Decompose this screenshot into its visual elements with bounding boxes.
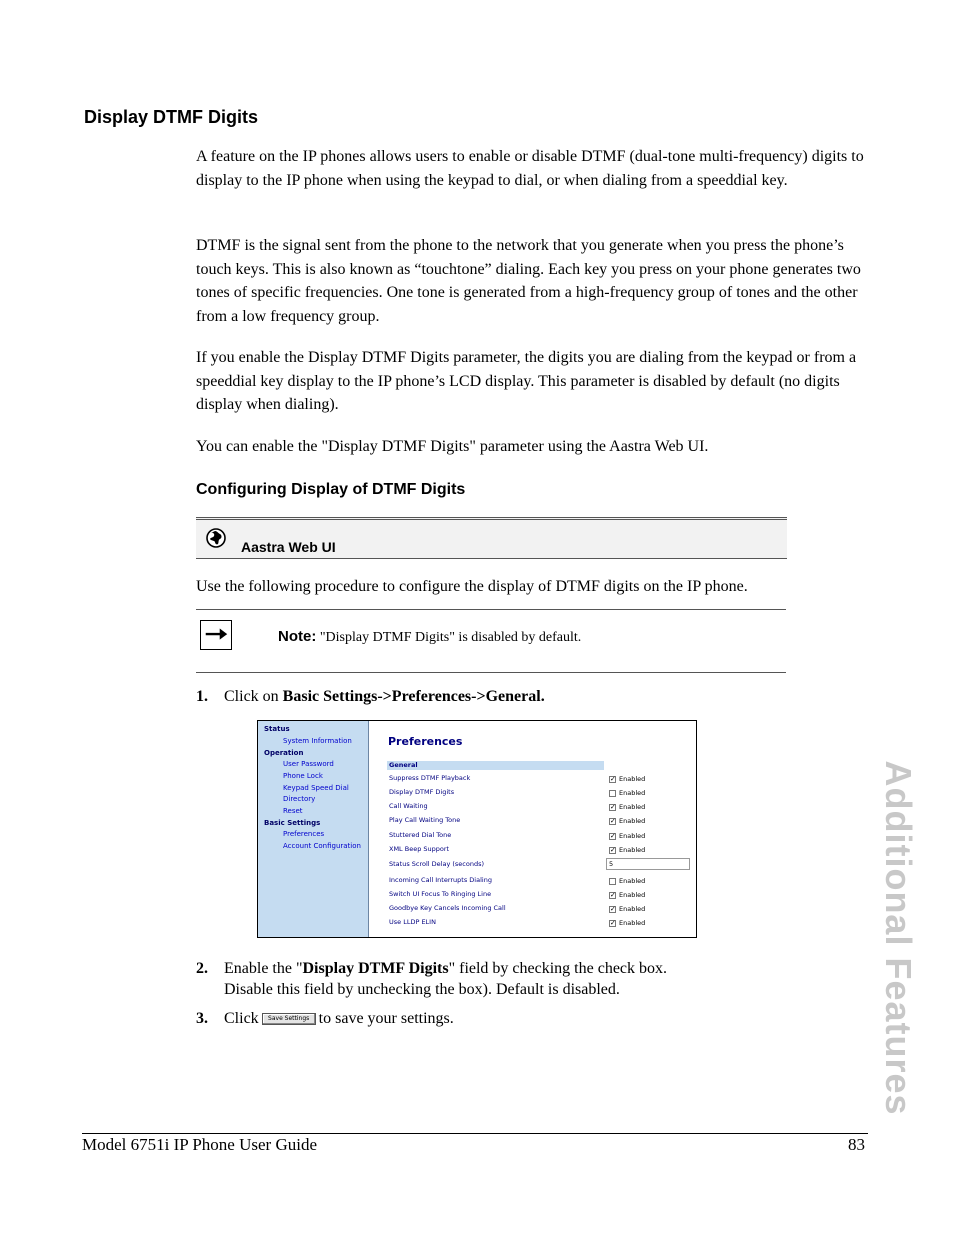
paragraph-dtmf-definition: DTMF is the signal sent from the phone to the network that you generate when you press the phone’s touch keys. This is also known as “touchtone” dialing. Each key you press on your phone generates two tones of specific frequencies. One tone is generated from a high-frequency group of tones and the other from a low frequency group. <box>196 237 861 325</box>
note-label: Note: <box>278 628 317 645</box>
status-scroll-delay-input[interactable]: 5 <box>606 858 690 870</box>
nav-item-directory[interactable]: Directory <box>283 795 316 803</box>
step-field-name: Display DTMF Digits <box>302 960 449 977</box>
nav-item-reset[interactable]: Reset <box>283 807 303 815</box>
row-label-display-dtmf-digits: Display DTMF Digits <box>389 788 455 796</box>
screenshot-sidebar <box>258 721 369 937</box>
row-label-incoming-call-interrupts-dialing: Incoming Call Interrupts Dialing <box>389 876 492 884</box>
save-settings-button[interactable]: Save Settings <box>262 1013 316 1025</box>
nav-header-operation: Operation <box>264 749 304 757</box>
step-text: Click on <box>224 688 283 705</box>
row-value: Enabled <box>619 832 646 840</box>
checkbox-suppress-dtmf-playback[interactable]: ✓ <box>610 775 616 783</box>
step-text: to save your settings. <box>318 1010 454 1027</box>
note-text: "Display DTMF Digits" is disabled by default. <box>319 630 582 645</box>
section-title: Display DTMF Digits <box>84 107 259 127</box>
preferences-screenshot <box>257 720 697 938</box>
footer-rule <box>82 1133 868 1134</box>
paragraph-intro: A feature on the IP phones allows users to enable or disable DTMF (dual-tone multi-frequency) digits to display to the IP phone when using the keypad to dial, or when dialing from a speeddial key. <box>196 148 864 189</box>
nav-item-phone-lock[interactable]: Phone Lock <box>283 772 323 780</box>
row-value: Enabled <box>619 891 646 899</box>
step-text-line2: Disable this field by unchecking the box). Default is disabled. <box>224 981 620 998</box>
row-label-use-lldp-elin: Use LLDP ELIN <box>389 918 436 926</box>
checkbox-stuttered-dial-tone[interactable]: ✓ <box>610 832 616 840</box>
step-number: 2. <box>196 960 208 977</box>
row-value: Enabled <box>619 877 646 885</box>
nav-item-account-configuration[interactable]: Account Configuration <box>283 842 361 850</box>
row-label-switch-ui-focus: Switch UI Focus To Ringing Line <box>389 890 492 898</box>
row-value: Enabled <box>619 817 646 825</box>
note-box <box>200 620 232 650</box>
note-top-rule <box>196 609 786 610</box>
nav-header-basic-settings: Basic Settings <box>264 819 321 827</box>
row-label-xml-beep-support: XML Beep Support <box>389 845 450 853</box>
checkbox-xml-beep-support[interactable]: ✓ <box>610 846 616 854</box>
step-3 <box>196 1008 796 1030</box>
nav-item-system-information[interactable]: System Information <box>283 737 352 745</box>
checkbox-switch-ui-focus[interactable]: ✓ <box>610 891 616 899</box>
checkbox-display-dtmf-digits[interactable] <box>609 790 616 797</box>
side-tab-label: Additional Features <box>878 760 919 1116</box>
nav-header-status: Status <box>264 725 290 733</box>
paragraph-enable-effect: If you enable the Display DTMF Digits parameter, the digits you are dialing from the keypad or from a speeddial key display to the IP phone’s LCD display. This parameter is disabled by default (no digits display when dialing). <box>196 349 857 413</box>
row-value: Enabled <box>619 803 646 811</box>
nav-item-user-password[interactable]: User Password <box>283 760 334 768</box>
note <box>278 628 581 646</box>
general-section-label: General <box>389 761 418 769</box>
row-label-stuttered-dial-tone: Stuttered Dial Tone <box>389 831 452 839</box>
step-text: " field by checking the check box. <box>448 960 668 977</box>
row-label-suppress-dtmf-playback: Suppress DTMF Playback <box>389 774 471 782</box>
paragraph-web-ui: You can enable the "Display DTMF Digits" parameter using the Aastra Web UI. <box>196 438 709 455</box>
nav-item-keypad-speed-dial[interactable]: Keypad Speed Dial <box>283 784 349 792</box>
arrow-right-icon <box>201 621 231 649</box>
general-section-bar <box>387 761 604 770</box>
checkbox-use-lldp-elin[interactable]: ✓ <box>610 919 616 927</box>
row-value: Enabled <box>619 789 646 797</box>
step-menu-path: Basic Settings->Preferences->General. <box>282 688 545 705</box>
row-label-call-waiting: Call Waiting <box>389 802 428 810</box>
procedure-intro: Use the following procedure to configure the display of DTMF digits on the IP phone. <box>196 578 748 595</box>
nav-item-preferences[interactable]: Preferences <box>283 830 325 838</box>
preferences-title: Preferences <box>388 735 463 748</box>
row-value: Enabled <box>619 905 646 913</box>
row-value: Enabled <box>619 775 646 783</box>
step-2 <box>196 958 796 1002</box>
row-value: Enabled <box>619 919 646 927</box>
row-label-goodbye-key-cancels: Goodbye Key Cancels Incoming Call <box>389 904 506 912</box>
step-text: Enable the " <box>224 960 303 977</box>
globe-icon <box>206 528 226 548</box>
subsection-title: Configuring Display of DTMF Digits <box>196 481 466 498</box>
step-number: 3. <box>196 1010 208 1027</box>
footer-title: Model 6751i IP Phone User Guide <box>82 1135 317 1154</box>
step-number: 1. <box>196 688 208 705</box>
checkbox-play-call-waiting-tone[interactable]: ✓ <box>610 817 616 825</box>
webui-banner <box>196 517 787 559</box>
row-label-status-scroll-delay: Status Scroll Delay (seconds) <box>389 860 485 868</box>
row-value: Enabled <box>619 846 646 854</box>
row-label-play-call-waiting-tone: Play Call Waiting Tone <box>389 816 461 824</box>
step-text: Click <box>224 1010 259 1027</box>
checkbox-call-waiting[interactable]: ✓ <box>610 803 616 811</box>
note-bottom-rule <box>196 672 786 673</box>
checkbox-goodbye-key-cancels[interactable]: ✓ <box>610 905 616 913</box>
checkbox-incoming-call-interrupts-dialing[interactable] <box>609 878 616 885</box>
webui-label: Aastra Web UI <box>241 539 336 555</box>
page-number: 83 <box>848 1135 865 1154</box>
step-1 <box>196 686 796 708</box>
